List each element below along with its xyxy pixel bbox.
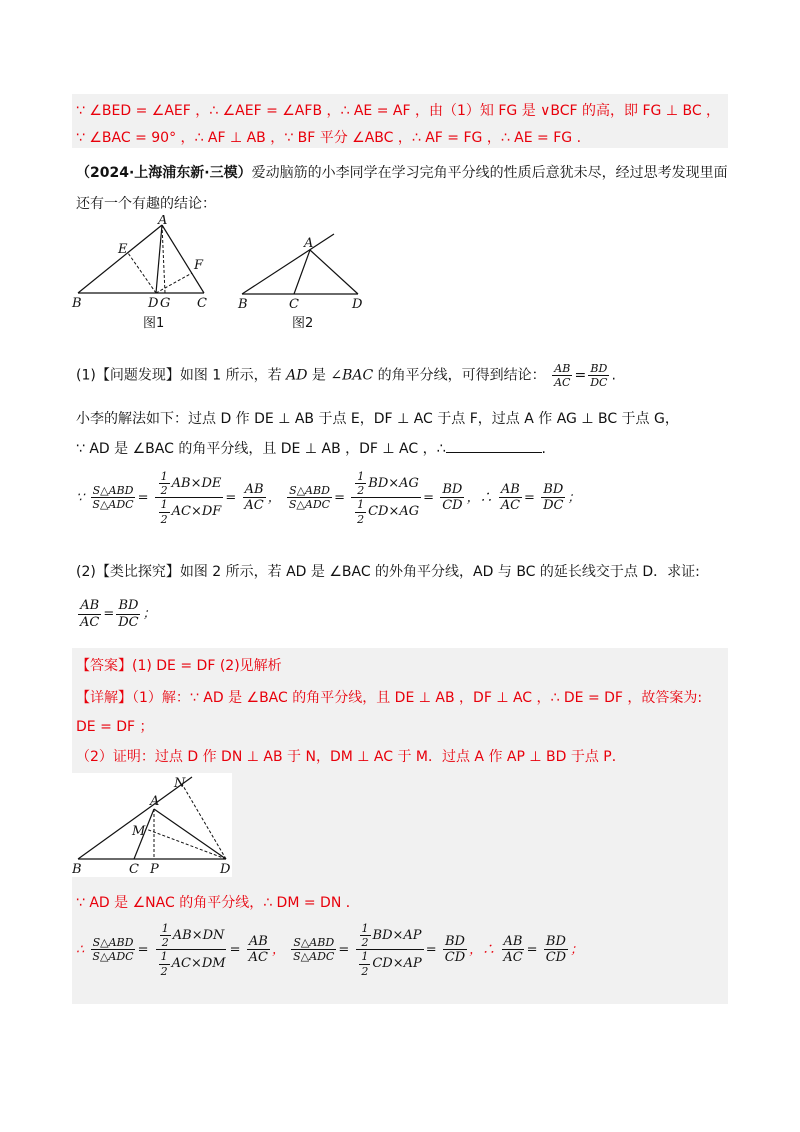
fig3-label-A: A xyxy=(150,794,160,809)
detail-line-3: （2）证明：过点 D 作 DN ⊥ AB 于 N，DM ⊥ AC 于 M．过点 A 作 AP ⊥ BD 于点 P． xyxy=(76,749,626,765)
fig1-label-F: F xyxy=(194,258,204,273)
fig2-label-B: B xyxy=(238,297,248,312)
area-ratio-line: ∵ $\frac{\text{S△ABD}}{\text{S△ADC}}$ = $\frac{1}{2}$ AB×DE $\frac{1}{2}$ AC×DF = $\frac{AB}{AC}$ ， $\frac{\text{S△ABD}}{\text{S△ADC}}$ = $\frac{1}{2}$ BD×AG $\frac{1}{2}$ CD×AG = $\frac{BD}{CD}$ ，∴ $\frac{AB}{AC}$ = $\frac{BD}{DC}$ ； xyxy=(76,470,581,526)
fig2-label-A: A xyxy=(304,236,314,251)
fig1-label-B: B xyxy=(72,296,82,311)
solution-intro: 小李的解法如下：过点 D 作 DE ⊥ AB 于点 E，DF ⊥ AC 于点 F，过点 A 作 AG ⊥ BC 于点 G， xyxy=(76,411,679,427)
part-2-statement: (2)【类比探究】如图 2 所示，若 AD 是 ∠BAC 的外角平分线，AD 与 BC 的延长线交于点 D．求证: xyxy=(76,564,700,580)
conclusion-fraction-right: $\frac{BD}{DC}$ xyxy=(590,362,608,390)
fig1-label-A: A xyxy=(158,215,168,228)
fig1-label-E: E xyxy=(118,242,128,257)
problem-intro: （2024·上海浦东新·三模）爱动脑筋的小李同学在学习完角平分线的性质后意犹未尽，经过思考发现里面 xyxy=(76,165,728,181)
answer-blank[interactable] xyxy=(446,440,542,453)
fig3-label-D: D xyxy=(220,862,231,877)
fig1-label-C: C xyxy=(197,296,207,311)
figure-1-caption: 图1 xyxy=(143,316,165,331)
figure-2 xyxy=(234,226,374,316)
detail-line-1: 【详解】（1）解：∵ AD 是 ∠BAC 的角平分线，且 DE ⊥ AB ，DF ⊥ AC ，∴ DE = DF ，故答案为: xyxy=(76,690,703,706)
figure-2-caption: 图2 xyxy=(292,316,314,331)
problem-intro-2: 还有一个有趣的结论： xyxy=(76,196,216,212)
fig3-label-P: P xyxy=(150,862,159,877)
final-ratio-line: ∴ $\frac{\text{S△ABD}}{\text{S△ADC}}$ = $\frac{1}{2}$ AB×DN $\frac{1}{2}$ AC×DM = $\frac{AB}{AC}$ ， $\frac{\text{S△ABD}}{\text{S△ADC}}$ = $\frac{1}{2}$ BD×AP $\frac{1}{2}$ CD×AP = $\frac{BD}{CD}$ ，∴ $\frac{AB}{AC}$ = $\frac{BD}{CD}$ ； xyxy=(76,922,584,978)
previous-solution-line-1: ∵ ∠BED = ∠AEF ，∴ ∠AEF = ∠AFB ，∴ AE = AF ，由（1）知 FG 是 ∨BCF 的高，即 FG ⊥ BC ， xyxy=(76,103,721,119)
fig2-label-D: D xyxy=(352,297,363,312)
fig3-label-C: C xyxy=(129,862,139,877)
problem-source: （2024·上海浦东新·三模） xyxy=(76,165,252,181)
fig2-label-C: C xyxy=(289,297,299,312)
fig1-label-G: G xyxy=(160,296,171,311)
fig3-label-N: N xyxy=(174,776,186,791)
detail-line-2: DE = DF ； xyxy=(76,719,154,735)
previous-solution-line-2: ∵ ∠BAC = 90° ，∴ AF ⊥ AB ，∵ BF 平分 ∠ABC ，∴ AF = FG ，∴ AE = FG . xyxy=(76,130,582,146)
fig3-label-M: M xyxy=(132,824,146,839)
answer-line: 【答案】(1) DE = DF (2)见解析 xyxy=(76,658,282,674)
part-1-statement: (1)【问题发现】如图 1 所示，若 AD 是 ∠BAC 的角平分线，可得到结论： $\frac{AB}{AC}$ = $\frac{BD}{DC}$ . xyxy=(76,362,616,390)
detail-line-4: ∵ AD 是 ∠NAC 的角平分线，∴ DM = DN ． xyxy=(76,895,360,911)
figure-3 xyxy=(72,773,232,877)
fig3-label-B: B xyxy=(72,862,82,877)
fig1-label-D: D xyxy=(148,296,159,311)
conclusion-fraction-left: $\frac{AB}{AC}$ xyxy=(554,362,571,390)
part-2-goal: $\frac{AB}{AC}$ = $\frac{BD}{DC}$ ； xyxy=(80,598,156,630)
solution-line-2: ∵ AD 是 ∠BAC 的角平分线，且 DE ⊥ AB ，DF ⊥ AC ，∴ . xyxy=(76,441,546,457)
